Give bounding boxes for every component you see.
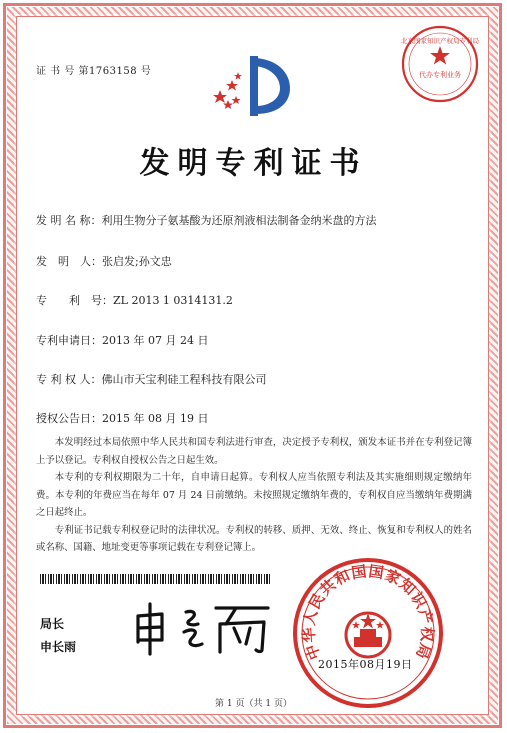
certificate-body xyxy=(36,434,472,557)
official-seal-ring-text: 中华人民共和国国家知识产权局 xyxy=(299,562,437,663)
field-value: 佛山市天宝利硅工程科技有限公司 xyxy=(101,373,267,386)
director-name: 申长雨 xyxy=(40,640,77,654)
field-application-date xyxy=(36,332,208,348)
patent-office-emblem-icon xyxy=(206,50,298,122)
seal-date: 2015年08月19日 xyxy=(318,658,413,671)
field-invention-name xyxy=(36,212,377,228)
official-seal xyxy=(290,555,446,711)
national-emblem-icon xyxy=(346,613,390,657)
director-title: 局长 xyxy=(40,617,65,631)
field-label: 发 明 名 称： xyxy=(36,214,102,227)
field-value: 利用生物分子氨基酸为还原剂液相法制备金纳米盘的方法 xyxy=(101,214,377,227)
agency-seal xyxy=(400,24,480,104)
certificate-number: 证 书 号 第1763158 号 xyxy=(36,66,152,77)
field-value: ZL 2013 1 0314131.2 xyxy=(113,294,233,307)
field-value: 2013 年 07 月 24 日 xyxy=(102,334,209,347)
barcode xyxy=(40,574,270,584)
field-label: 专利申请日： xyxy=(36,334,102,347)
document-title: 发明专利证书 xyxy=(139,146,368,181)
field-value: 张启发;孙文忠 xyxy=(102,255,172,268)
body-paragraph: 本发明经过本局依照中华人民共和国专利法进行审查，决定授予专利权，颁发本证书并在专利登记簿上予以登记。专利权自授权公告之日起生效。 xyxy=(36,437,472,466)
field-label: 专 利 权 人： xyxy=(36,373,102,386)
page-number: 第 1 页（共 1 页） xyxy=(215,699,292,709)
field-label: 发 明 人： xyxy=(36,255,102,268)
field-patent-number xyxy=(36,292,233,308)
field-value: 2015 年 08 月 19 日 xyxy=(102,412,209,425)
field-label: 专 利 号： xyxy=(36,294,113,307)
body-paragraph: 专利证书记载专利权登记时的法律状况。专利权的转移、质押、无效、终止、恢复和专利权人的姓名或名称、国籍、地址变更等事项记载在专利登记簿上。 xyxy=(36,524,472,553)
field-patentee xyxy=(36,371,267,387)
field-grant-date xyxy=(36,410,208,426)
handwritten-signature xyxy=(128,598,278,658)
agency-seal-center-text: 代办专利业务 xyxy=(419,71,461,79)
agency-seal-ring-text: 北京国家知识产权局专利局 xyxy=(401,37,479,45)
field-label: 授权公告日： xyxy=(36,412,102,425)
body-paragraph: 本专利的专利权期限为二十年，自申请日起算。专利权人应当依照专利法及其实施细则规定缴纳年费。本专利的年费应当在每年 07 月 24 日前缴纳。未按照规定缴纳年费的，专利权自应当缴纳年费期满之日起终止。 xyxy=(36,472,472,518)
field-inventor xyxy=(36,253,172,269)
